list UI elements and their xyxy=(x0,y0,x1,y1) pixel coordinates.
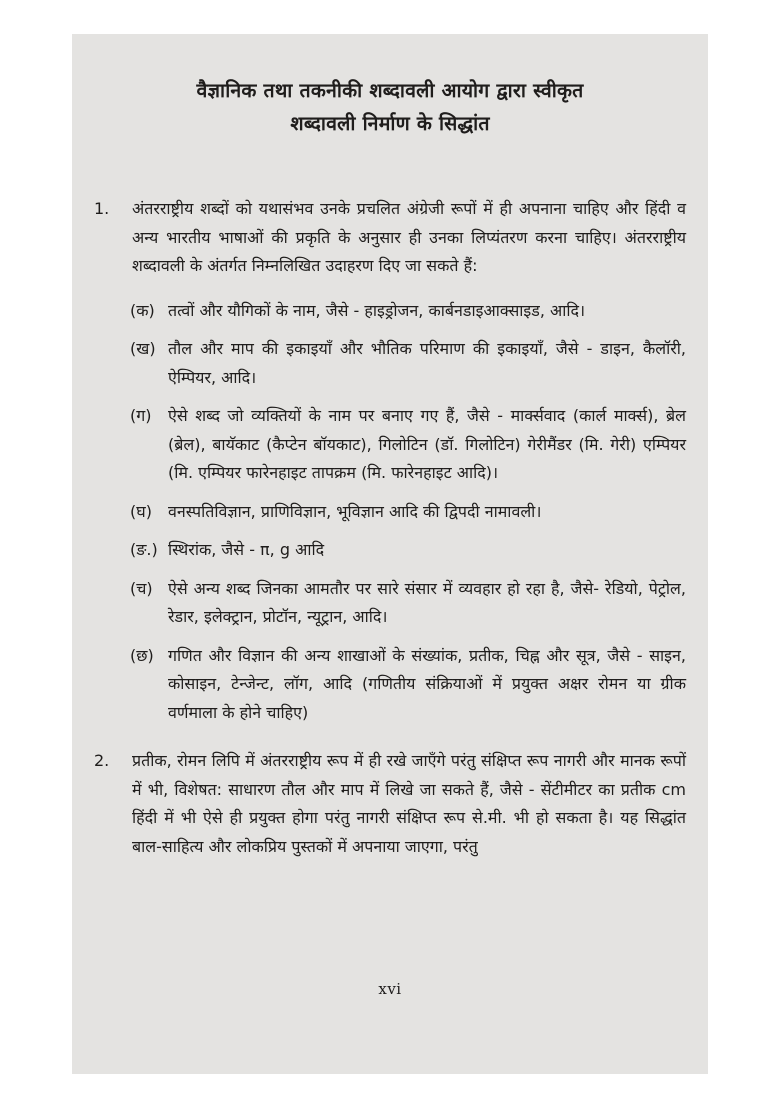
page-title xyxy=(94,74,686,140)
list-item-marker: (घ) xyxy=(130,501,152,521)
list-item-text: वनस्पतिविज्ञान, प्राणिविज्ञान, भूविज्ञान आदि की द्विपदी नामावली। xyxy=(168,501,542,521)
list-item xyxy=(130,335,686,392)
list-item xyxy=(130,402,686,488)
list-item-marker: (च) xyxy=(130,578,153,598)
list-item-text: तौल और माप की इकाइयाँ और भौतिक परिमाण की इकाइयाँ, जैसे - डाइन, कैलॉरी, ऐम्पियर, आदि। xyxy=(168,339,686,387)
principle-text: अंतरराष्ट्रीय शब्दों को यथासंभव उनके प्रचलित अंग्रेजी रूपों में ही अपनाना चाहिए और हिंदी व अन्य भारतीय भाषाओं की प्रकृति के अनुसार ही उनका लिप्यंतरण करना चाहिए। अंतरराष्ट्रीय शब्दावली के अंतर्गत निम्नलिखित उदाहरण दिए जा सकते हैं: xyxy=(132,199,686,275)
principle-number: 1. xyxy=(94,199,110,218)
list-item-marker: (ग) xyxy=(130,406,152,425)
page-number: xvi xyxy=(378,980,402,998)
list-item-marker: (ङ.) xyxy=(130,540,158,559)
example-list xyxy=(94,297,686,728)
title-line-2: शब्दावली निर्माण के सिद्धांत xyxy=(290,112,490,135)
list-item-marker: (छ) xyxy=(130,645,154,665)
list-item-text: ऐसे अन्य शब्द जिनका आमतौर पर सारे संसार में व्यवहार हो रहा है, जैसे- रेडियो, पेट्रोल, रेडार, इलेक्ट्रान, प्रोटॉन, न्यूट्रान, आदि। xyxy=(168,578,686,626)
principle-2 xyxy=(94,747,686,861)
list-item xyxy=(130,498,686,527)
list-item-marker: (क) xyxy=(130,300,155,320)
list-item-text: गणित और विज्ञान की अन्य शाखाओं के संख्यांक, प्रतीक, चिह्न और सूत्र, जैसे - साइन, कोसाइन, टेन्जेन्ट, लॉग, आदि (गणितीय संक्रियाओं में प्रयुक्त अक्षर रोमन या ग्रीक वर्णमाला के होने चाहिए) xyxy=(168,645,686,722)
principle-1 xyxy=(94,195,686,281)
list-item-marker: (ख) xyxy=(130,339,156,358)
list-item xyxy=(130,642,686,728)
list-item-text: ऐसे शब्द जो व्यक्तियों के नाम पर बनाए गए हैं, जैसे - मार्क्सवाद (कार्ल मार्क्स), ब्रेल (ब्रेल), बायॅकाट (कैप्टेन बॉयकाट), गिलोटिन (डॉ. गिलोटिन) गेरीमैंडर (मि. गेरी) एम्पियर (मि. एम्पियर फारेनहाइट तापक्रम (मि. फारेनहाइट आदि)। xyxy=(168,406,686,482)
list-item-text: स्थिरांक, जैसे - π, g आदि xyxy=(168,540,325,559)
list-item xyxy=(130,575,686,632)
book-page xyxy=(72,34,708,1074)
list-item xyxy=(130,536,686,565)
principle-text: प्रतीक, रोमन लिपि में अंतरराष्ट्रीय रूप में ही रखे जाएँगे परंतु संक्षिप्त रूप नागरी और मानक रूपों में भी, विशेषत: साधारण तौल और माप में लिखे जा सकते हैं, जैसे - सेंटीमीटर का प्रतीक cm हिंदी में भी ऐसे ही प्रयुक्त होगा परंतु नागरी संक्षिप्त रूप से.मी. भी हो सकता है। यह सिद्धांत बाल-साहित्य और लोकप्रिय पुस्तकों में अपनाया जाएगा, परंतु xyxy=(132,751,686,856)
list-item xyxy=(130,297,686,326)
title-line-1: वैज्ञानिक तथा तकनीकी शब्दावली आयोग द्वारा स्वीकृत xyxy=(196,79,584,102)
principle-number: 2. xyxy=(94,751,110,770)
list-item-text: तत्वों और यौगिकों के नाम, जैसे - हाइड्रोजन, कार्बनडाइआक्साइड, आदि। xyxy=(168,300,586,320)
